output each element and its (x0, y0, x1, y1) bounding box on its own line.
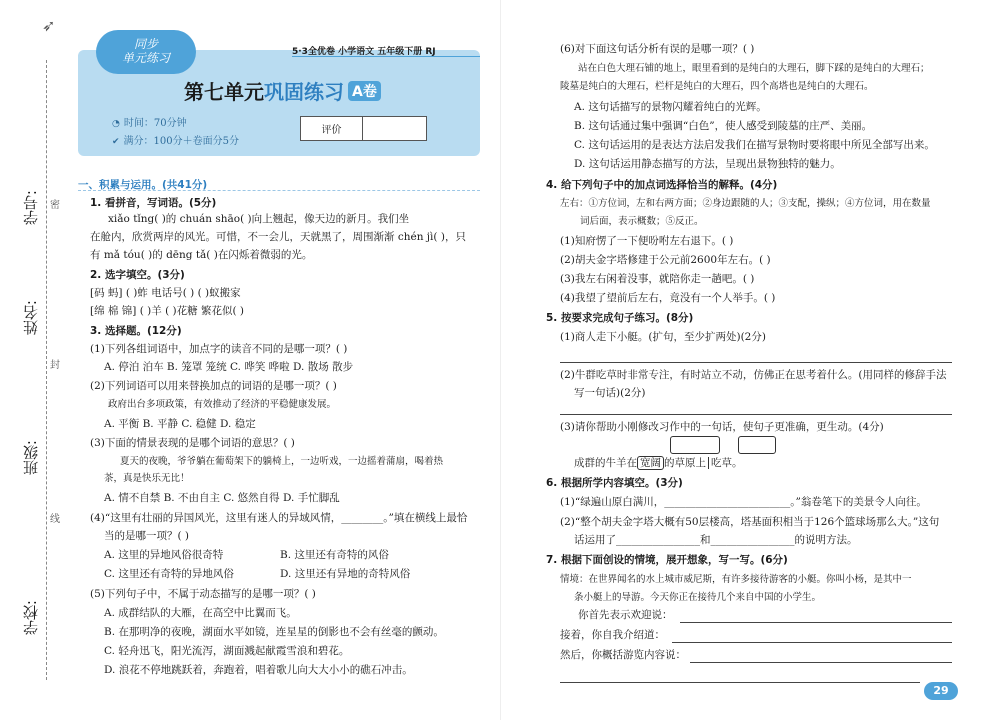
q7-prompt3: 然后，你概括游览内容说： (560, 649, 686, 661)
q7-context2: 条小艇上的导游。今天你正在接待几个来自中国的小学生。 (574, 592, 822, 603)
q5-3-stem: (3)请你帮助小刚修改习作中的一句话，使句子更准确，更生动。(4分) (560, 421, 884, 433)
q7-heading: 7. 根据下面创设的情境，展开想象，写一写。(6分) (546, 554, 788, 566)
section-rule (78, 190, 480, 191)
q3-4-option-d: D. 这里还有异地的奇特风俗 (280, 568, 411, 580)
q3-5-option-b: B. 在那明净的夜晚，湖面水平如镜，连星星的倒影也不会有丝毫的颤动。 (104, 626, 444, 638)
q1-line2: 在舱内，欣赏两岸的风光。可惜，不一会儿，天就黑了，周围渐渐 chén jì( )，只 (90, 231, 466, 243)
q4-definition1: 左右：①方位词，左和右两方面；②身边跟随的人；③支配，操纵；④方位词，用在数量 (560, 198, 931, 209)
evaluation-label: 评价 (301, 117, 363, 141)
q6-2-text2: 话运用了________________和________________的说明方法。 (574, 534, 858, 546)
number-label: 学号: (22, 190, 40, 226)
q3-1-stem: (1)下列各组词语中，加点字的读音不同的是哪一项？( ) (90, 343, 348, 355)
q6-2-text: (2)“整个胡夫金字塔大概有50层楼高，塔基面积相当于126个篮球场那么大。”这句 (560, 516, 940, 528)
q7-prompt2: 接着，你自我介绍道： (560, 629, 665, 641)
q2-row2: [绵 棉 锦] ( )羊 ( )花糖 繁花似( ) (90, 305, 244, 317)
page-title (184, 76, 381, 105)
q3-6-option-d: D. 这句话运用静态描写的方法，呈现出景物独特的魅力。 (574, 158, 841, 170)
q5-heading: 5. 按要求完成句子练习。(8分) (546, 312, 694, 324)
q5-2-stem: (2)牛群吃草时非常专注，有时站立不动，仿佛正在思考着什么。(用同样的修辞手法 (560, 369, 947, 381)
section-heading: 一、积累与运用。(共41分) (78, 179, 208, 191)
q5-3-marked-word: 宽阔 (637, 456, 664, 470)
q5-3-insert-mark (708, 457, 709, 469)
binding-margin (0, 0, 70, 720)
score-info: ✔ 满分：100分＋卷面分5分 (112, 136, 239, 147)
q3-2-options: A. 平衡 B. 平静 C. 稳健 D. 稳定 (104, 418, 256, 430)
clock-icon: ◔ (112, 119, 120, 129)
q4-item2: (2)胡夫金字塔修建于公元前2600年左右。( ) (560, 254, 771, 266)
q3-5-option-d: D. 浪花不停地跳跃着，奔跑着，唱着歌儿向大大小小的礁石冲击。 (104, 664, 413, 676)
q6-heading: 6. 根据所学内容填空。(3分) (546, 477, 683, 489)
q3-3-text2: 茶，真是快乐无比！ (104, 473, 190, 484)
series-rule (292, 56, 480, 57)
check-icon: ✔ (112, 137, 120, 147)
q7-answer-line1[interactable] (680, 622, 952, 623)
q3-2-stem: (2)下列词语可以用来替换加点的词语的是哪一项？( ) (90, 380, 337, 392)
q7-answer-line2[interactable] (672, 642, 952, 643)
seal-mark-mi: 密 (50, 200, 60, 211)
q5-1-answer-line[interactable] (560, 362, 952, 363)
q4-heading: 4. 给下列句子中的加点词选择恰当的解释。(4分) (546, 179, 778, 191)
q3-4-option-b: B. 这里还有奇特的风俗 (280, 549, 389, 561)
q3-4-option-a: A. 这里的异地风俗很奇特 (104, 549, 224, 561)
q5-3-edit-box1[interactable] (670, 436, 720, 454)
q3-3-text1: 夏天的夜晚，爷爷躺在葡萄架下的躺椅上，一边听戏，一边摇着蒲扇，喝着热 (120, 456, 444, 467)
q3-4-stem: (4)“这里有壮丽的异国风光，这里有迷人的异域风情，________。”填在横线上最恰 (90, 512, 468, 524)
q3-1-options: A. 停泊 泊车 B. 笼罩 笼统 C. 哗笑 哗啦 D. 散场 散步 (104, 361, 354, 373)
q4-item4: (4)我望了望前后左右，竟没有一个人举手。( ) (560, 292, 776, 304)
q5-1-stem: (1)商人走下小艇。(扩句，至少扩两处)(2分) (560, 331, 766, 343)
q4-item1: (1)知府愣了一下便吩咐左右退下。( ) (560, 235, 734, 247)
q4-definition2: 词后面，表示概数；⑤反正。 (580, 216, 704, 227)
rocket-icon: ➶ (42, 16, 56, 35)
q5-3-edit-box2[interactable] (738, 436, 776, 454)
q3-6-text1: 站在白色大理石铺的地上，眼里看到的是纯白的大理石，脚下踩的是纯白的大理石； (578, 63, 930, 74)
q5-2-stem2: 写一句话)(2分) (574, 387, 646, 399)
seal-mark-xian: 线 (50, 514, 60, 525)
title-badge: A卷 (348, 81, 381, 101)
q7-answer-line4[interactable] (560, 682, 920, 683)
evaluation-box (300, 116, 427, 141)
q3-5-option-a: A. 成群结队的大雁，在高空中比翼而飞。 (104, 607, 297, 619)
q6-1-text: (1)“绿遍山原白满川，________________________。”翁卷笔下的美景令人向往。 (560, 496, 927, 508)
q3-5-option-c: C. 轻舟迅飞，阳光流泻，湖面溅起献霞雪浪和碧花。 (104, 645, 350, 657)
q7-context1: 情境：在世界闻名的水上城市威尼斯，有许多接待游客的小艇。你叫小杨，是其中一 (560, 574, 912, 585)
q2-heading: 2. 选字填空。(3分) (90, 269, 185, 281)
title-unit: 第七单元 (184, 80, 264, 104)
evaluation-field[interactable] (363, 117, 427, 141)
cut-line (46, 60, 47, 680)
class-label: 班级: (22, 440, 40, 476)
q3-heading: 3. 选择题。(12分) (90, 325, 182, 337)
q3-3-stem: (3)下面的情景表现的是哪个词语的意思？( ) (90, 437, 295, 449)
school-label: 学校: (22, 600, 40, 636)
q3-3-options: A. 情不自禁 B. 不由自主 C. 悠然自得 D. 手忙脚乱 (104, 492, 340, 504)
q3-5-stem: (5)下列句子中，不属于动态描写的是哪一项？( ) (90, 588, 316, 600)
page-number: 29 (924, 682, 958, 700)
name-label: 姓名: (22, 300, 40, 336)
series-label: 5·3全优卷 小学语文 五年级下册 RJ (292, 47, 436, 57)
q1-heading: 1. 看拼音，写词语。(5分) (90, 197, 217, 209)
title-highlight: 巩固练习 (264, 80, 344, 104)
time-info: ◔ 时间：70分钟 (112, 118, 187, 129)
q3-6-option-a: A. 这句话描写的景物闪耀着纯白的光辉。 (574, 101, 767, 113)
q3-4-option-c: C. 这里还有奇特的异地风俗 (104, 568, 234, 580)
q3-4-stem2: 当的是哪一项？( ) (104, 530, 190, 542)
q7-prompt1: 你首先表示欢迎说： (578, 609, 673, 621)
q1-line1: xiǎo tǐng( )的 chuán shāo( )向上翘起，像天边的新月。我们坐 (108, 213, 410, 225)
q4-item3: (3)我左右闲着没事，就陪你走一趟吧。( ) (560, 273, 755, 285)
q3-6-option-b: B. 这句话通过集中强调“白色”，使人感受到陵墓的庄严、美丽。 (574, 120, 873, 132)
q5-3-sentence: 成群的牛羊在 宽阔 的草原上 吃草。 (574, 457, 743, 469)
q1-line3: 有 mǎ tóu( )的 dēng tǎ( )在闪烁着微弱的光。 (90, 249, 313, 261)
q2-row1: [码 蚂] ( )蚱 电话号( ) ( )蚁搬家 (90, 287, 241, 299)
q3-6-text2: 陵墓是纯白的大理石，栏杆是纯白的大理石，四个高塔也是纯白的大理石。 (560, 81, 874, 92)
q3-2-text: 政府出台多项政策，有效推动了经济的平稳健康发展。 (108, 399, 337, 410)
q5-2-answer-line[interactable] (560, 414, 952, 415)
q3-6-option-c: C. 这句话运用的是表达方法启发我们在描写景物时要将眼中所见全部写出来。 (574, 139, 935, 151)
unit-badge: 同步 单元练习 (96, 30, 196, 74)
page-divider (500, 0, 501, 720)
q3-6-stem: (6)对下面这句话分析有误的是哪一项？( ) (560, 43, 755, 55)
q7-answer-line3[interactable] (690, 662, 952, 663)
seal-mark-feng: 封 (50, 360, 60, 371)
